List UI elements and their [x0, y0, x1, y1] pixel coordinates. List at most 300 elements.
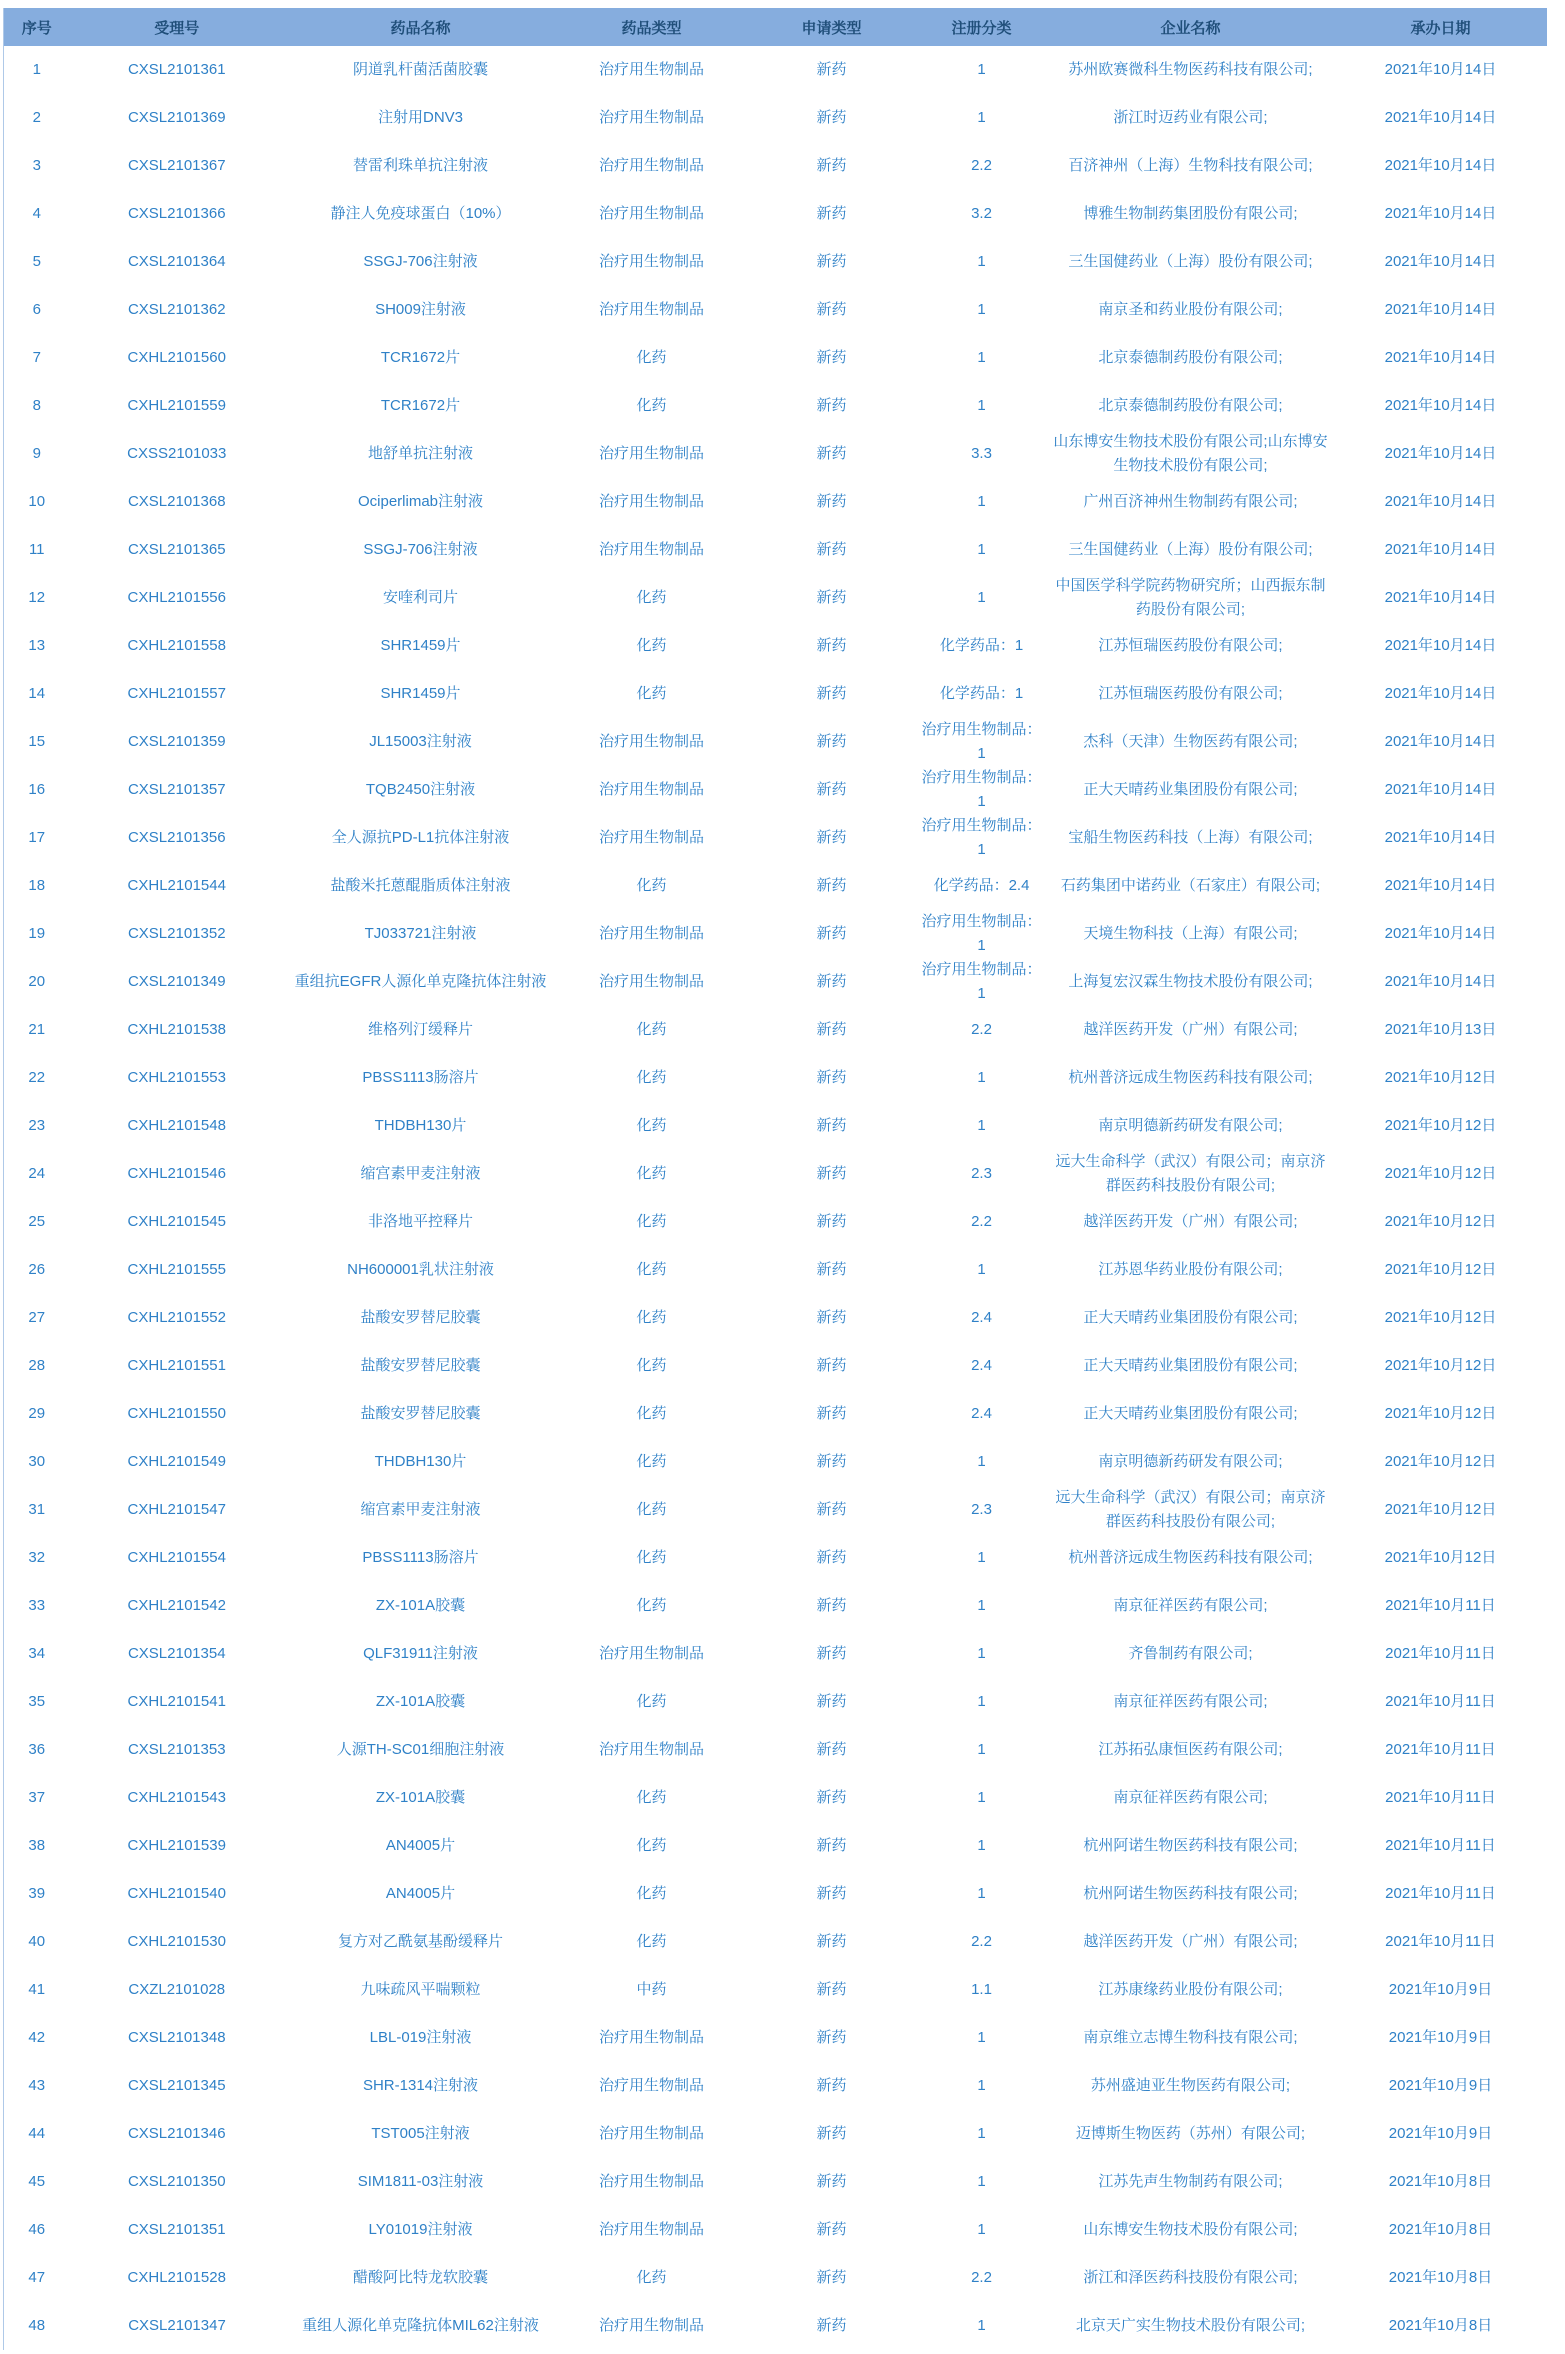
- cell-index: 43: [4, 2062, 70, 2110]
- table-row: [4, 526, 1547, 574]
- cell-index: 6: [4, 286, 70, 334]
- cell-index: 41: [4, 1966, 70, 2014]
- cell-index: 16: [4, 766, 70, 814]
- cell-registration-class: 1.1: [917, 1966, 1047, 2014]
- cell-drug-type: 化药: [557, 1534, 747, 1582]
- column-header-company-name: 企业名称: [1047, 8, 1335, 46]
- cell-drug-name: SH009注射液: [285, 286, 557, 334]
- cell-company-name: 三生国健药业（上海）股份有限公司;: [1047, 238, 1335, 286]
- cell-acceptance-date: 2021年10月12日: [1335, 1534, 1547, 1582]
- cell-registration-class: 2.4: [917, 1342, 1047, 1390]
- cell-application-type: 新药: [747, 1582, 917, 1630]
- cell-application-type: 新药: [747, 2302, 917, 2350]
- cell-company-name: 南京征祥医药有限公司;: [1047, 1678, 1335, 1726]
- cell-acceptance-no: CXSL2101348: [70, 2014, 285, 2062]
- cell-company-name: 三生国健药业（上海）股份有限公司;: [1047, 526, 1335, 574]
- table-row: [4, 2110, 1547, 2158]
- cell-drug-name: PBSS1113肠溶片: [285, 1054, 557, 1102]
- cell-company-name: 百济神州（上海）生物科技有限公司;: [1047, 142, 1335, 190]
- cell-registration-class: 1: [917, 334, 1047, 382]
- cell-company-name: 江苏恒瑞医药股份有限公司;: [1047, 670, 1335, 718]
- cell-acceptance-no: CXHL2101543: [70, 1774, 285, 1822]
- cell-application-type: 新药: [747, 2206, 917, 2254]
- table-row: [4, 622, 1547, 670]
- cell-registration-class: 治疗用生物制品：1: [917, 814, 1047, 862]
- cell-drug-type: 化药: [557, 622, 747, 670]
- cell-index: 21: [4, 1006, 70, 1054]
- table-row: [4, 430, 1547, 478]
- cell-application-type: 新药: [747, 862, 917, 910]
- cell-acceptance-no: CXHL2101539: [70, 1822, 285, 1870]
- cell-acceptance-date: 2021年10月14日: [1335, 766, 1547, 814]
- table-row: [4, 382, 1547, 430]
- cell-drug-type: 化药: [557, 1006, 747, 1054]
- cell-drug-name: AN4005片: [285, 1822, 557, 1870]
- cell-registration-class: 1: [917, 1630, 1047, 1678]
- cell-registration-class: 1: [917, 2110, 1047, 2158]
- cell-acceptance-date: 2021年10月8日: [1335, 2302, 1547, 2350]
- cell-company-name: 上海复宏汉霖生物技术股份有限公司;: [1047, 958, 1335, 1006]
- cell-drug-type: 化药: [557, 1390, 747, 1438]
- cell-drug-name: TCR1672片: [285, 334, 557, 382]
- cell-index: 15: [4, 718, 70, 766]
- cell-drug-type: 化药: [557, 862, 747, 910]
- cell-drug-type: 治疗用生物制品: [557, 2302, 747, 2350]
- cell-drug-type: 化药: [557, 1870, 747, 1918]
- cell-index: 26: [4, 1246, 70, 1294]
- cell-drug-type: 化药: [557, 1486, 747, 1534]
- cell-registration-class: 3.2: [917, 190, 1047, 238]
- cell-drug-name: SSGJ-706注射液: [285, 238, 557, 286]
- cell-acceptance-date: 2021年10月11日: [1335, 1582, 1547, 1630]
- cell-drug-name: JL15003注射液: [285, 718, 557, 766]
- cell-company-name: 苏州欧赛微科生物医药科技有限公司;: [1047, 46, 1335, 94]
- table-row: [4, 2302, 1547, 2350]
- cell-company-name: 杭州普济远成生物医药科技有限公司;: [1047, 1534, 1335, 1582]
- table-row: [4, 574, 1547, 622]
- table-row: [4, 1102, 1547, 1150]
- cell-company-name: 南京明德新药研发有限公司;: [1047, 1438, 1335, 1486]
- cell-drug-type: 治疗用生物制品: [557, 2062, 747, 2110]
- cell-application-type: 新药: [747, 1198, 917, 1246]
- cell-acceptance-date: 2021年10月13日: [1335, 1006, 1547, 1054]
- cell-registration-class: 1: [917, 574, 1047, 622]
- cell-application-type: 新药: [747, 1006, 917, 1054]
- table-row: [4, 334, 1547, 382]
- cell-application-type: 新药: [747, 430, 917, 478]
- cell-acceptance-date: 2021年10月11日: [1335, 1630, 1547, 1678]
- column-header-acceptance-date: 承办日期: [1335, 8, 1547, 46]
- cell-registration-class: 1: [917, 1678, 1047, 1726]
- cell-index: 25: [4, 1198, 70, 1246]
- cell-registration-class: 1: [917, 94, 1047, 142]
- cell-acceptance-date: 2021年10月14日: [1335, 910, 1547, 958]
- cell-index: 33: [4, 1582, 70, 1630]
- cell-acceptance-date: 2021年10月9日: [1335, 2062, 1547, 2110]
- cell-acceptance-date: 2021年10月8日: [1335, 2254, 1547, 2302]
- cell-registration-class: 化学药品：1: [917, 622, 1047, 670]
- cell-registration-class: 2.3: [917, 1150, 1047, 1198]
- cell-index: 37: [4, 1774, 70, 1822]
- cell-application-type: 新药: [747, 1150, 917, 1198]
- cell-drug-type: 治疗用生物制品: [557, 766, 747, 814]
- cell-acceptance-no: CXHL2101549: [70, 1438, 285, 1486]
- cell-application-type: 新药: [747, 2254, 917, 2302]
- cell-company-name: 越洋医药开发（广州）有限公司;: [1047, 1918, 1335, 1966]
- cell-application-type: 新药: [747, 766, 917, 814]
- cell-index: 4: [4, 190, 70, 238]
- cell-index: 30: [4, 1438, 70, 1486]
- cell-acceptance-date: 2021年10月14日: [1335, 142, 1547, 190]
- cell-acceptance-no: CXHL2101541: [70, 1678, 285, 1726]
- cell-acceptance-date: 2021年10月14日: [1335, 718, 1547, 766]
- cell-drug-name: SIM1811-03注射液: [285, 2158, 557, 2206]
- cell-drug-type: 治疗用生物制品: [557, 814, 747, 862]
- table-row: [4, 238, 1547, 286]
- cell-acceptance-date: 2021年10月11日: [1335, 1678, 1547, 1726]
- cell-index: 5: [4, 238, 70, 286]
- cell-acceptance-date: 2021年10月14日: [1335, 574, 1547, 622]
- cell-drug-name: PBSS1113肠溶片: [285, 1534, 557, 1582]
- cell-drug-name: 盐酸安罗替尼胶囊: [285, 1294, 557, 1342]
- cell-drug-name: SHR1459片: [285, 622, 557, 670]
- cell-drug-type: 化药: [557, 1054, 747, 1102]
- cell-drug-name: ZX-101A胶囊: [285, 1582, 557, 1630]
- cell-drug-name: 阴道乳杆菌活菌胶囊: [285, 46, 557, 94]
- cell-drug-name: 静注人免疫球蛋白（10%）: [285, 190, 557, 238]
- cell-index: 29: [4, 1390, 70, 1438]
- cell-acceptance-no: CXSL2101361: [70, 46, 285, 94]
- cell-application-type: 新药: [747, 286, 917, 334]
- cell-registration-class: 1: [917, 1102, 1047, 1150]
- cell-registration-class: 1: [917, 478, 1047, 526]
- cell-registration-class: 2.2: [917, 142, 1047, 190]
- cell-drug-type: 化药: [557, 1582, 747, 1630]
- cell-drug-name: AN4005片: [285, 1870, 557, 1918]
- cell-company-name: 石药集团中诺药业（石家庄）有限公司;: [1047, 862, 1335, 910]
- cell-drug-type: 化药: [557, 1822, 747, 1870]
- cell-acceptance-no: CXSL2101347: [70, 2302, 285, 2350]
- cell-application-type: 新药: [747, 958, 917, 1006]
- cell-index: 3: [4, 142, 70, 190]
- cell-acceptance-date: 2021年10月14日: [1335, 814, 1547, 862]
- cell-drug-name: 重组人源化单克隆抗体MIL62注射液: [285, 2302, 557, 2350]
- cell-acceptance-date: 2021年10月8日: [1335, 2206, 1547, 2254]
- cell-application-type: 新药: [747, 622, 917, 670]
- cell-application-type: 新药: [747, 1102, 917, 1150]
- cell-application-type: 新药: [747, 1438, 917, 1486]
- cell-registration-class: 2.2: [917, 1006, 1047, 1054]
- cell-drug-type: 治疗用生物制品: [557, 478, 747, 526]
- cell-acceptance-no: CXHL2101544: [70, 862, 285, 910]
- cell-registration-class: 化学药品：1: [917, 670, 1047, 718]
- table-header-row: [4, 8, 1547, 46]
- table-row: [4, 1630, 1547, 1678]
- cell-index: 19: [4, 910, 70, 958]
- cell-registration-class: 1: [917, 1438, 1047, 1486]
- cell-registration-class: 2.3: [917, 1486, 1047, 1534]
- cell-application-type: 新药: [747, 238, 917, 286]
- cell-application-type: 新药: [747, 1246, 917, 1294]
- cell-index: 17: [4, 814, 70, 862]
- cell-drug-name: THDBH130片: [285, 1438, 557, 1486]
- cell-acceptance-no: CXHL2101555: [70, 1246, 285, 1294]
- cell-index: 8: [4, 382, 70, 430]
- cell-registration-class: 1: [917, 286, 1047, 334]
- cell-company-name: 江苏先声生物制药有限公司;: [1047, 2158, 1335, 2206]
- cell-company-name: 北京天广实生物技术股份有限公司;: [1047, 2302, 1335, 2350]
- cell-application-type: 新药: [747, 1918, 917, 1966]
- cell-index: 12: [4, 574, 70, 622]
- cell-acceptance-no: CXHL2101540: [70, 1870, 285, 1918]
- cell-acceptance-no: CXHL2101547: [70, 1486, 285, 1534]
- cell-application-type: 新药: [747, 2110, 917, 2158]
- cell-acceptance-no: CXSL2101357: [70, 766, 285, 814]
- cell-index: 39: [4, 1870, 70, 1918]
- cell-application-type: 新药: [747, 190, 917, 238]
- cell-application-type: 新药: [747, 1774, 917, 1822]
- cell-company-name: 杭州阿诺生物医药科技有限公司;: [1047, 1822, 1335, 1870]
- cell-index: 22: [4, 1054, 70, 1102]
- table-row: [4, 1486, 1547, 1534]
- cell-company-name: 南京维立志博生物科技有限公司;: [1047, 2014, 1335, 2062]
- cell-acceptance-no: CXSL2101366: [70, 190, 285, 238]
- cell-registration-class: 1: [917, 2014, 1047, 2062]
- table-body: [4, 46, 1547, 2350]
- cell-registration-class: 2.4: [917, 1390, 1047, 1438]
- cell-index: 9: [4, 430, 70, 478]
- cell-acceptance-date: 2021年10月14日: [1335, 958, 1547, 1006]
- cell-acceptance-date: 2021年10月11日: [1335, 1726, 1547, 1774]
- table-row: [4, 94, 1547, 142]
- table-row: [4, 46, 1547, 94]
- cell-drug-name: TQB2450注射液: [285, 766, 557, 814]
- cell-registration-class: 3.3: [917, 430, 1047, 478]
- cell-application-type: 新药: [747, 1294, 917, 1342]
- cell-index: 36: [4, 1726, 70, 1774]
- cell-company-name: 浙江时迈药业有限公司;: [1047, 94, 1335, 142]
- cell-company-name: 苏州盛迪亚生物医药有限公司;: [1047, 2062, 1335, 2110]
- cell-company-name: 越洋医药开发（广州）有限公司;: [1047, 1198, 1335, 1246]
- cell-application-type: 新药: [747, 1966, 917, 2014]
- cell-acceptance-date: 2021年10月12日: [1335, 1342, 1547, 1390]
- cell-index: 47: [4, 2254, 70, 2302]
- cell-acceptance-date: 2021年10月14日: [1335, 334, 1547, 382]
- cell-drug-type: 治疗用生物制品: [557, 958, 747, 1006]
- cell-drug-name: SHR1459片: [285, 670, 557, 718]
- cell-drug-name: 全人源抗PD-L1抗体注射液: [285, 814, 557, 862]
- cell-drug-name: 九味疏风平喘颗粒: [285, 1966, 557, 2014]
- cell-company-name: 杭州阿诺生物医药科技有限公司;: [1047, 1870, 1335, 1918]
- table-row: [4, 1198, 1547, 1246]
- cell-application-type: 新药: [747, 718, 917, 766]
- cell-acceptance-date: 2021年10月12日: [1335, 1294, 1547, 1342]
- cell-registration-class: 1: [917, 2062, 1047, 2110]
- column-header-index: 序号: [4, 8, 70, 46]
- cell-acceptance-date: 2021年10月14日: [1335, 862, 1547, 910]
- cell-index: 20: [4, 958, 70, 1006]
- cell-acceptance-date: 2021年10月14日: [1335, 238, 1547, 286]
- cell-company-name: 天境生物科技（上海）有限公司;: [1047, 910, 1335, 958]
- cell-acceptance-no: CXHL2101552: [70, 1294, 285, 1342]
- cell-registration-class: 1: [917, 1054, 1047, 1102]
- cell-acceptance-no: CXSL2101364: [70, 238, 285, 286]
- cell-company-name: 正大天晴药业集团股份有限公司;: [1047, 766, 1335, 814]
- cell-registration-class: 1: [917, 2302, 1047, 2350]
- cell-acceptance-no: CXZL2101028: [70, 1966, 285, 2014]
- column-header-registration-class: 注册分类: [917, 8, 1047, 46]
- cell-index: 42: [4, 2014, 70, 2062]
- cell-drug-type: 化药: [557, 574, 747, 622]
- cell-acceptance-no: CXSS2101033: [70, 430, 285, 478]
- cell-company-name: 远大生命科学（武汉）有限公司；南京济群医药科技股份有限公司;: [1047, 1150, 1335, 1198]
- cell-acceptance-no: CXSL2101369: [70, 94, 285, 142]
- cell-acceptance-no: CXSL2101346: [70, 2110, 285, 2158]
- cell-index: 46: [4, 2206, 70, 2254]
- cell-acceptance-date: 2021年10月14日: [1335, 670, 1547, 718]
- cell-drug-name: 人源TH-SC01细胞注射液: [285, 1726, 557, 1774]
- cell-index: 1: [4, 46, 70, 94]
- cell-drug-type: 治疗用生物制品: [557, 286, 747, 334]
- table-row: [4, 1054, 1547, 1102]
- cell-acceptance-no: CXHL2101560: [70, 334, 285, 382]
- cell-acceptance-date: 2021年10月14日: [1335, 94, 1547, 142]
- cell-company-name: 南京征祥医药有限公司;: [1047, 1582, 1335, 1630]
- cell-registration-class: 1: [917, 238, 1047, 286]
- cell-drug-type: 治疗用生物制品: [557, 46, 747, 94]
- cell-drug-type: 化药: [557, 1150, 747, 1198]
- cell-drug-name: THDBH130片: [285, 1102, 557, 1150]
- cell-drug-name: 重组抗EGFR人源化单克隆抗体注射液: [285, 958, 557, 1006]
- cell-application-type: 新药: [747, 1054, 917, 1102]
- table-row: [4, 1006, 1547, 1054]
- cell-application-type: 新药: [747, 478, 917, 526]
- cell-registration-class: 1: [917, 1726, 1047, 1774]
- cell-drug-name: LY01019注射液: [285, 2206, 557, 2254]
- table-row: [4, 1918, 1547, 1966]
- cell-drug-name: 盐酸安罗替尼胶囊: [285, 1342, 557, 1390]
- cell-acceptance-no: CXSL2101354: [70, 1630, 285, 1678]
- cell-index: 32: [4, 1534, 70, 1582]
- cell-registration-class: 1: [917, 526, 1047, 574]
- cell-registration-class: 1: [917, 1822, 1047, 1870]
- table-row: [4, 190, 1547, 238]
- cell-registration-class: 1: [917, 1870, 1047, 1918]
- cell-acceptance-date: 2021年10月9日: [1335, 2014, 1547, 2062]
- cell-acceptance-no: CXSL2101359: [70, 718, 285, 766]
- cell-acceptance-no: CXSL2101345: [70, 2062, 285, 2110]
- cell-acceptance-date: 2021年10月12日: [1335, 1438, 1547, 1486]
- cell-company-name: 北京泰德制药股份有限公司;: [1047, 334, 1335, 382]
- cell-acceptance-no: CXHL2101548: [70, 1102, 285, 1150]
- cell-acceptance-no: CXSL2101365: [70, 526, 285, 574]
- cell-company-name: 浙江和泽医药科技股份有限公司;: [1047, 2254, 1335, 2302]
- cell-drug-name: TJ033721注射液: [285, 910, 557, 958]
- column-header-drug-name: 药品名称: [285, 8, 557, 46]
- cell-application-type: 新药: [747, 910, 917, 958]
- cell-drug-name: ZX-101A胶囊: [285, 1774, 557, 1822]
- table-row: [4, 2206, 1547, 2254]
- cell-company-name: 博雅生物制药集团股份有限公司;: [1047, 190, 1335, 238]
- cell-index: 10: [4, 478, 70, 526]
- cell-index: 7: [4, 334, 70, 382]
- cell-registration-class: 治疗用生物制品：1: [917, 766, 1047, 814]
- table-row: [4, 1342, 1547, 1390]
- cell-drug-type: 治疗用生物制品: [557, 2158, 747, 2206]
- cell-acceptance-no: CXHL2101528: [70, 2254, 285, 2302]
- cell-company-name: 中国医学科学院药物研究所；山西振东制药股份有限公司;: [1047, 574, 1335, 622]
- table-row: [4, 1822, 1547, 1870]
- cell-company-name: 江苏恩华药业股份有限公司;: [1047, 1246, 1335, 1294]
- cell-acceptance-no: CXHL2101559: [70, 382, 285, 430]
- cell-registration-class: 1: [917, 46, 1047, 94]
- cell-company-name: 北京泰德制药股份有限公司;: [1047, 382, 1335, 430]
- cell-acceptance-date: 2021年10月12日: [1335, 1390, 1547, 1438]
- cell-drug-type: 治疗用生物制品: [557, 2014, 747, 2062]
- cell-index: 23: [4, 1102, 70, 1150]
- cell-registration-class: 治疗用生物制品：1: [917, 910, 1047, 958]
- table-row: [4, 814, 1547, 862]
- table-row: [4, 958, 1547, 1006]
- cell-drug-type: 化药: [557, 1294, 747, 1342]
- cell-application-type: 新药: [747, 142, 917, 190]
- cell-acceptance-date: 2021年10月12日: [1335, 1486, 1547, 1534]
- cell-company-name: 江苏拓弘康恒医药有限公司;: [1047, 1726, 1335, 1774]
- cell-registration-class: 1: [917, 2158, 1047, 2206]
- cell-company-name: 越洋医药开发（广州）有限公司;: [1047, 1006, 1335, 1054]
- cell-company-name: 广州百济神州生物制药有限公司;: [1047, 478, 1335, 526]
- table-row: [4, 766, 1547, 814]
- cell-index: 31: [4, 1486, 70, 1534]
- table-row: [4, 910, 1547, 958]
- cell-acceptance-no: CXSL2101367: [70, 142, 285, 190]
- cell-acceptance-date: 2021年10月14日: [1335, 286, 1547, 334]
- table-row: [4, 1966, 1547, 2014]
- cell-registration-class: 1: [917, 1582, 1047, 1630]
- cell-registration-class: 2.4: [917, 1294, 1047, 1342]
- cell-acceptance-date: 2021年10月11日: [1335, 1918, 1547, 1966]
- cell-application-type: 新药: [747, 382, 917, 430]
- cell-acceptance-no: CXSL2101351: [70, 2206, 285, 2254]
- cell-index: 28: [4, 1342, 70, 1390]
- cell-company-name: 江苏康缘药业股份有限公司;: [1047, 1966, 1335, 2014]
- cell-drug-type: 治疗用生物制品: [557, 430, 747, 478]
- cell-company-name: 迈博斯生物医药（苏州）有限公司;: [1047, 2110, 1335, 2158]
- cell-drug-name: 注射用DNV3: [285, 94, 557, 142]
- cell-drug-name: LBL-019注射液: [285, 2014, 557, 2062]
- cell-company-name: 山东博安生物技术股份有限公司;: [1047, 2206, 1335, 2254]
- cell-index: 38: [4, 1822, 70, 1870]
- cell-drug-name: 维格列汀缓释片: [285, 1006, 557, 1054]
- cell-acceptance-date: 2021年10月14日: [1335, 622, 1547, 670]
- cell-acceptance-date: 2021年10月14日: [1335, 430, 1547, 478]
- cell-registration-class: 化学药品：2.4: [917, 862, 1047, 910]
- cell-registration-class: 1: [917, 2206, 1047, 2254]
- cell-acceptance-no: CXSL2101362: [70, 286, 285, 334]
- table-row: [4, 1678, 1547, 1726]
- cell-acceptance-date: 2021年10月9日: [1335, 2110, 1547, 2158]
- cell-drug-name: 缩宫素甲麦注射液: [285, 1150, 557, 1198]
- cell-application-type: 新药: [747, 334, 917, 382]
- cell-index: 14: [4, 670, 70, 718]
- cell-acceptance-date: 2021年10月11日: [1335, 1870, 1547, 1918]
- cell-application-type: 新药: [747, 1342, 917, 1390]
- cell-index: 11: [4, 526, 70, 574]
- cell-index: 35: [4, 1678, 70, 1726]
- cell-drug-name: Ociperlimab注射液: [285, 478, 557, 526]
- cell-registration-class: 1: [917, 382, 1047, 430]
- cell-drug-name: 复方对乙酰氨基酚缓释片: [285, 1918, 557, 1966]
